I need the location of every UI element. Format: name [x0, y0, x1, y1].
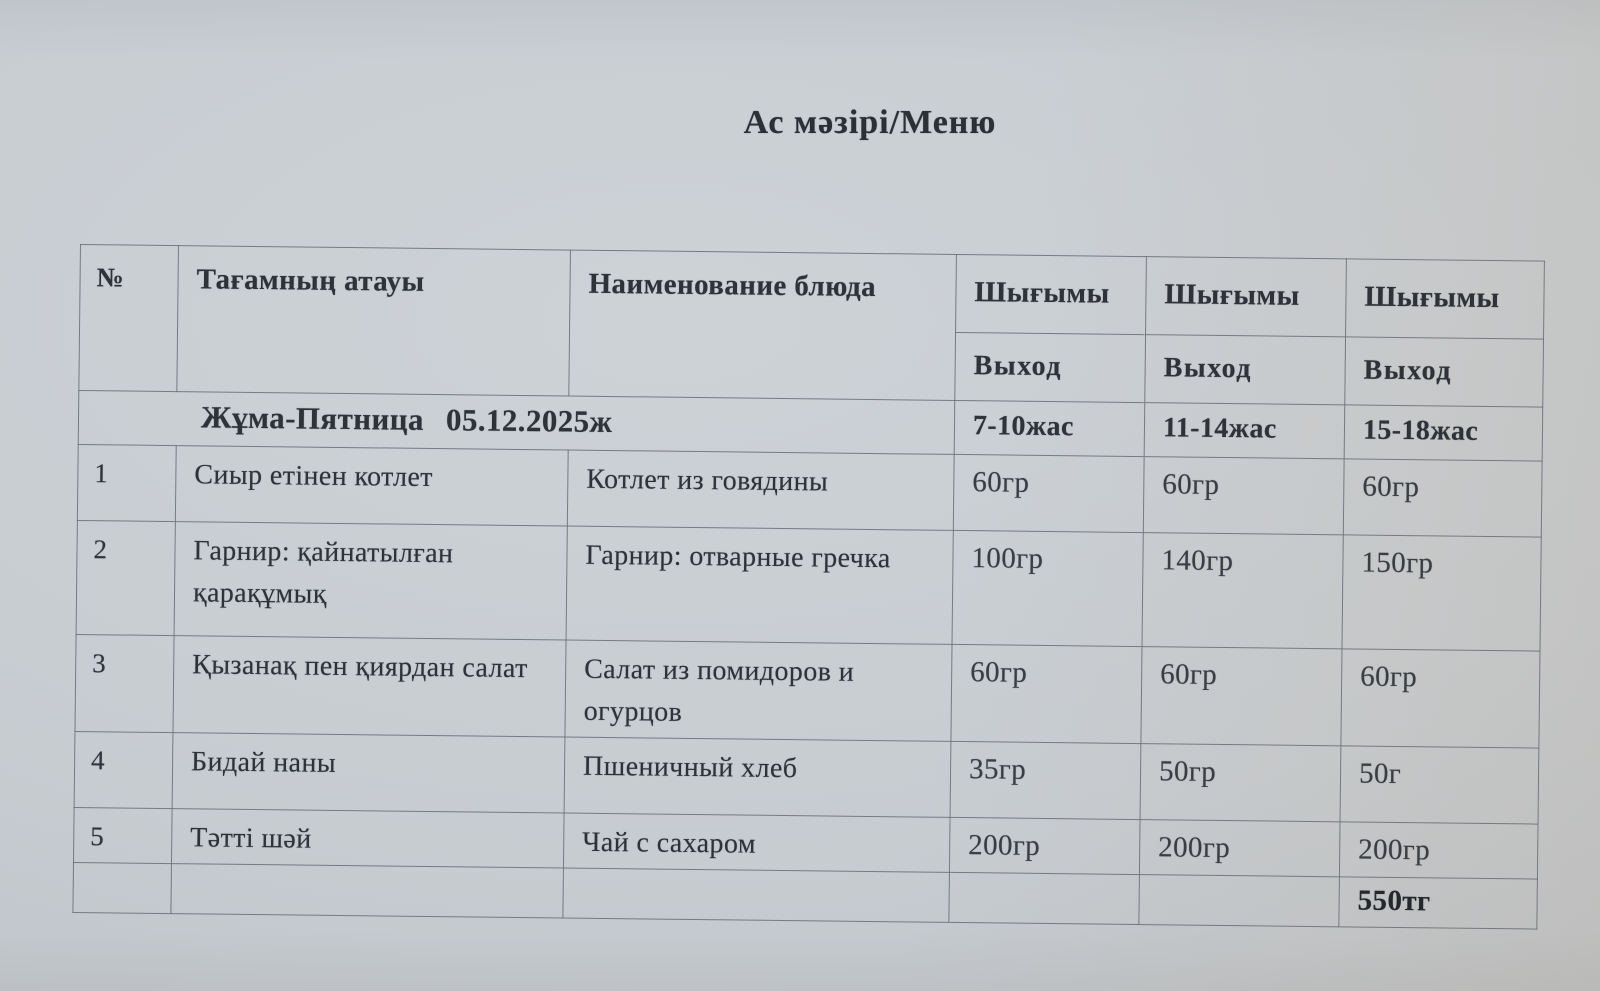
yield-value: 200гр: [1139, 819, 1340, 876]
dish-name-ru: Гарнир: отварные гречка: [566, 526, 953, 644]
total-price: 550тг: [1339, 876, 1538, 929]
yield-value: 35гр: [950, 741, 1141, 819]
col-header-yield-kk-2: Шығымы: [1146, 257, 1347, 337]
row-number: 1: [77, 444, 176, 521]
dish-name-ru: Котлет из говядины: [567, 450, 954, 530]
dish-name-kk: Сиыр етінен котлет: [175, 445, 568, 525]
yield-value: 50г: [1340, 745, 1539, 823]
row-number: 2: [76, 520, 175, 635]
table-row: [76, 520, 1541, 651]
col-header-yield-ru-1: Выход: [955, 332, 1146, 402]
yield-value: 60гр: [953, 454, 1144, 532]
col-header-yield-kk-1: Шығымы: [956, 254, 1147, 334]
row-number: 4: [74, 731, 173, 808]
col-header-dish-kk: Тағамның атауы: [177, 246, 571, 396]
dish-name-kk: Бидай наны: [172, 732, 565, 812]
menu-table: [72, 244, 1544, 930]
yield-value: 60гр: [1343, 458, 1542, 536]
age-group-3: 15-18жас: [1344, 405, 1543, 461]
yield-value: 200гр: [1339, 821, 1538, 878]
day-date-cell: Жұма-Пятница 05.12.2025ж: [78, 390, 955, 453]
age-group-1: 7-10жас: [954, 400, 1145, 456]
table-row: [75, 634, 1540, 748]
col-header-yield-ru-3: Выход: [1345, 337, 1544, 407]
dish-name-kk: Тәтті шәй: [171, 808, 564, 867]
empty-cell: [171, 863, 564, 918]
empty-cell: [73, 862, 172, 914]
dish-name-kk: Қызанақ пен қиярдан салат: [173, 635, 566, 736]
yield-value: 150гр: [1342, 534, 1541, 650]
col-header-dish-ru: Наименование блюда: [569, 250, 957, 400]
row-number: 5: [73, 807, 172, 863]
age-group-2: 11-14жас: [1144, 403, 1345, 459]
document-title: Ас мәзірі/Меню: [743, 104, 997, 141]
row-number: 3: [75, 634, 174, 732]
yield-value: 140гр: [1142, 532, 1343, 648]
yield-value: 200гр: [949, 817, 1140, 874]
col-header-number: №: [79, 245, 179, 392]
col-header-yield-ru-2: Выход: [1145, 335, 1346, 405]
dish-name-ru: Салат из помидоров и огурцов: [565, 640, 952, 741]
col-header-yield-kk-3: Шығымы: [1346, 259, 1545, 339]
dish-name-kk: Гарнир: қайнатылған қарақұмық: [174, 521, 567, 639]
empty-cell: [949, 872, 1140, 925]
yield-value: 50гр: [1140, 743, 1341, 821]
yield-value: 60гр: [1141, 646, 1342, 745]
yield-value: 100гр: [952, 530, 1143, 646]
empty-cell: [1139, 874, 1340, 927]
dish-name-ru: Чай с сахаром: [563, 813, 950, 872]
yield-value: 60гр: [1341, 648, 1540, 747]
yield-value: 60гр: [1143, 456, 1344, 534]
empty-cell: [563, 868, 950, 923]
dish-name-ru: Пшеничный хлеб: [564, 737, 951, 817]
yield-value: 60гр: [951, 644, 1142, 743]
